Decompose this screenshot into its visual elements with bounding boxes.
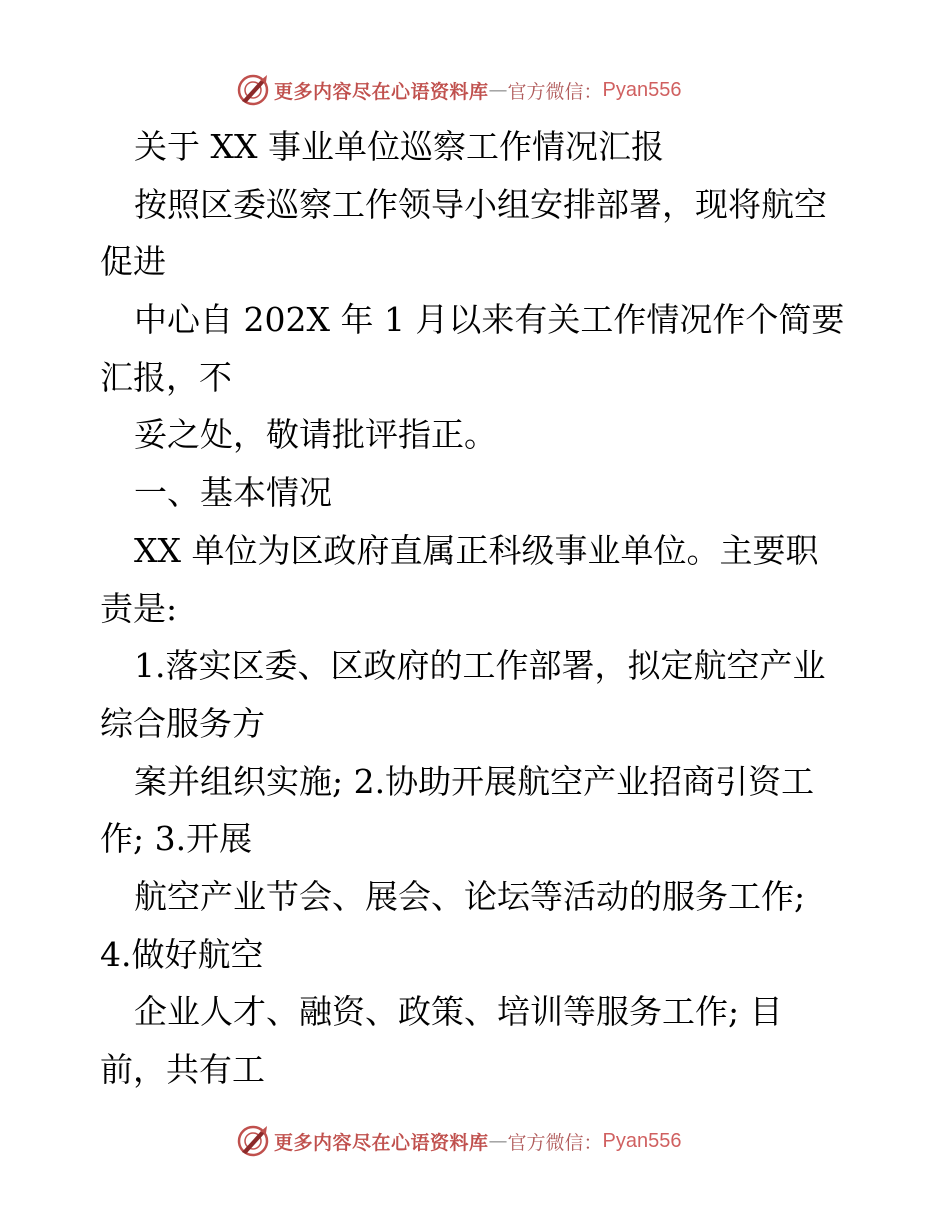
body-line: 航空产业节会、展会、论坛等活动的服务工作; <box>134 876 806 916</box>
body-line: XX 单位为区政府直属正科级事业单位。主要职 <box>134 530 819 570</box>
body-line: 责是: <box>100 588 178 628</box>
watermark-dash: — <box>488 1130 508 1152</box>
watermark-footer <box>236 1123 682 1159</box>
body-line: 综合服务方 <box>100 703 265 743</box>
watermark-wechat-label: 官方微信： <box>507 1131 603 1154</box>
watermark-text: 更多内容尽在心语资料库 <box>274 80 489 103</box>
body-line: 4.做好航空 <box>100 934 264 974</box>
body-line: 企业人才、融资、政策、培训等服务工作; 目 <box>134 992 783 1032</box>
body-line: 汇报，不 <box>100 357 232 397</box>
body-line: 1.落实区委、区政府的工作部署，拟定航空产业 <box>134 646 826 686</box>
document-body <box>100 118 860 1099</box>
watermark-text: 更多内容尽在心语资料库 <box>274 1131 489 1154</box>
body-line: 促进 <box>100 242 166 282</box>
watermark-wechat-id: Pyan556 <box>602 1129 682 1152</box>
body-line: 妥之处，敬请批评指正。 <box>134 415 497 455</box>
body-line: 按照区委巡察工作领导小组安排部署，现将航空 <box>134 184 827 224</box>
quill-logo-icon <box>236 73 270 107</box>
document-title: 关于 XX 事业单位巡察工作情况汇报 <box>134 127 664 166</box>
body-line: 案并组织实施; 2.协助开展航空产业招商引资工 <box>134 761 815 801</box>
watermark-header <box>236 72 682 108</box>
section-heading: 一、基本情况 <box>134 473 332 513</box>
watermark-wechat-id: Pyan556 <box>602 78 682 101</box>
body-line: 中心自 202X 年 1 月以来有关工作情况作个简要 <box>134 300 845 340</box>
body-line: 前，共有工 <box>100 1050 265 1089</box>
watermark-wechat-label: 官方微信： <box>507 80 603 103</box>
body-line: 作; 3.开展 <box>100 819 253 859</box>
watermark-dash: — <box>488 79 508 101</box>
quill-logo-icon <box>236 1124 270 1158</box>
